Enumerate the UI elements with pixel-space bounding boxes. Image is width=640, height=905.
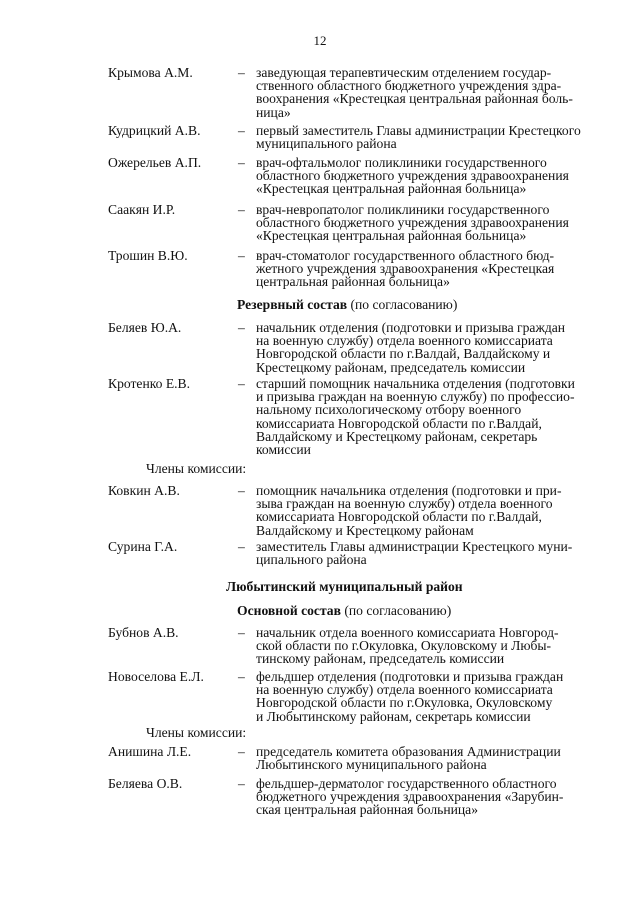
position-line: заведующая терапевтическим отделением государ- xyxy=(256,65,552,80)
position-line: центральная районная больница» xyxy=(256,274,450,290)
position-line: на военную службу) отдела военного комиссариата xyxy=(256,682,553,698)
position-line: ской области по г.Окуловка, Окуловскому и Любы- xyxy=(256,638,552,654)
district-heading-text: Любытинский муниципальный район xyxy=(226,579,463,594)
member-name: Ковкин А.В. xyxy=(108,483,180,498)
member-position xyxy=(256,124,610,150)
position-line: врач-стоматолог государственного областного бюд- xyxy=(256,248,555,263)
district-heading xyxy=(226,580,463,593)
dash-separator: – xyxy=(238,539,245,554)
position-line: первый заместитель Главы администрации Крестецкого xyxy=(256,123,581,138)
members-label-2: Члены комиссии: xyxy=(146,725,247,740)
member-position xyxy=(256,540,610,566)
member-position xyxy=(256,484,610,537)
member-name: Кудрицкий А.В. xyxy=(108,123,201,138)
member-name: Бубнов А.В. xyxy=(108,625,179,640)
member-name: Новоселова Е.Л. xyxy=(108,669,204,684)
position-line: и Любытинскому районам, секретарь комиссии xyxy=(256,708,531,724)
position-line: ская центральная районная больница» xyxy=(256,802,479,818)
position-line: ципального района xyxy=(256,552,367,568)
member-position xyxy=(256,626,610,666)
position-line: Новгородской области по г.Валдай, Валдайскому и xyxy=(256,346,551,362)
position-line: председатель комитета образования Администрации xyxy=(256,744,561,759)
position-line: комиссариата Новгородской области по г.Валдай, xyxy=(256,415,542,431)
reserve-heading-rest: (по согласованию) xyxy=(347,297,458,312)
position-line: врач-офтальмолог поликлиники государственного xyxy=(256,155,547,170)
dash-separator: – xyxy=(238,248,245,263)
member-name: Беляева О.В. xyxy=(108,776,183,791)
position-line: ница» xyxy=(256,104,291,120)
position-line: начальник отделения (подготовки и призыва граждан xyxy=(256,320,566,335)
position-line: нальному психологическому отбору военного xyxy=(256,402,522,418)
dash-separator: – xyxy=(238,776,245,791)
member-position xyxy=(256,249,610,289)
member-name: Трошин В.Ю. xyxy=(108,248,188,263)
position-line: зыва граждан на военную службу) отдела военного xyxy=(256,496,553,512)
reserve-heading xyxy=(237,298,457,311)
position-line: Валдайскому и Крестецкому районам, секретарь xyxy=(256,428,538,444)
member-name: Крымова А.М. xyxy=(108,65,193,80)
position-line: Крестецкому районам, председатель комиссии xyxy=(256,359,526,375)
position-line: воохранения «Крестецкая центральная районная боль- xyxy=(256,91,573,107)
main-heading-bold: Основной состав xyxy=(237,603,341,618)
page-number: 12 xyxy=(313,33,327,48)
member-name: Анишина Л.Е. xyxy=(108,744,192,759)
position-line: врач-невропатолог поликлиники государственного xyxy=(256,202,550,217)
member-position xyxy=(256,321,610,374)
position-line: Новгородской области по г.Окуловка, Окуловскому xyxy=(256,695,553,711)
position-line: фельдшер-дерматолог государственного областного xyxy=(256,776,557,791)
member-name: Беляев Ю.А. xyxy=(108,320,182,335)
position-line: Любытинского муниципального района xyxy=(256,757,487,773)
main-heading-rest: (по согласованию) xyxy=(340,603,452,618)
position-line: на военную службу) отдела военного комиссариата xyxy=(256,333,553,349)
position-line: комиссии xyxy=(256,442,311,458)
position-line: заместитель Главы администрации Крестецкого муни- xyxy=(256,539,573,554)
dash-separator: – xyxy=(238,744,245,759)
position-line: областного бюджетного учреждения здравоохранения xyxy=(256,168,569,184)
dash-separator: – xyxy=(238,376,245,391)
dash-separator: – xyxy=(238,320,245,335)
position-line: «Крестецкая центральная районная больница» xyxy=(256,181,527,197)
position-line: тинскому районам, председатель комиссии xyxy=(256,651,505,667)
position-line: ственного областного бюджетного учреждения здра- xyxy=(256,78,562,94)
position-line: и призыва граждан на военную службу) по профессио- xyxy=(256,389,575,405)
position-line: жетного учреждения здравоохранения «Крестецкая xyxy=(256,261,555,277)
member-position xyxy=(256,203,610,243)
position-line: областного бюджетного учреждения здравоохранения xyxy=(256,215,569,231)
member-name: Сурина Г.А. xyxy=(108,539,178,554)
dash-separator: – xyxy=(238,202,245,217)
dash-separator: – xyxy=(238,669,245,684)
position-line: помощник начальника отделения (подготовки и при- xyxy=(256,483,562,498)
member-position xyxy=(256,66,610,119)
dash-separator: – xyxy=(238,625,245,640)
dash-separator: – xyxy=(238,123,245,138)
position-line: «Крестецкая центральная районная больница» xyxy=(256,228,527,244)
position-line: старший помощник начальника отделения (подготовки xyxy=(256,376,575,391)
position-line: комиссариата Новгородской области по г.Валдай, xyxy=(256,509,542,525)
member-position xyxy=(256,377,610,456)
member-name: Ожерельев А.П. xyxy=(108,155,202,170)
members-label: Члены комиссии: xyxy=(146,461,247,476)
dash-separator: – xyxy=(238,483,245,498)
member-name: Саакян И.Р. xyxy=(108,202,176,217)
reserve-heading-bold: Резервный состав xyxy=(237,297,348,312)
dash-separator: – xyxy=(238,155,245,170)
dash-separator: – xyxy=(238,65,245,80)
position-line: Валдайскому и Крестецкому районам xyxy=(256,522,474,538)
position-line: бюджетного учреждения здравоохранения «Зарубин- xyxy=(256,789,564,805)
member-position xyxy=(256,777,610,817)
position-line: начальник отдела военного комиссариата Новгород- xyxy=(256,625,559,640)
member-position xyxy=(256,156,610,196)
member-position xyxy=(256,670,610,723)
position-line: муниципального района xyxy=(256,136,397,152)
member-position xyxy=(256,745,610,771)
position-line: фельдшер отделения (подготовки и призыва граждан xyxy=(256,669,564,684)
main-heading xyxy=(237,604,451,617)
member-name: Кротенко Е.В. xyxy=(108,376,191,391)
